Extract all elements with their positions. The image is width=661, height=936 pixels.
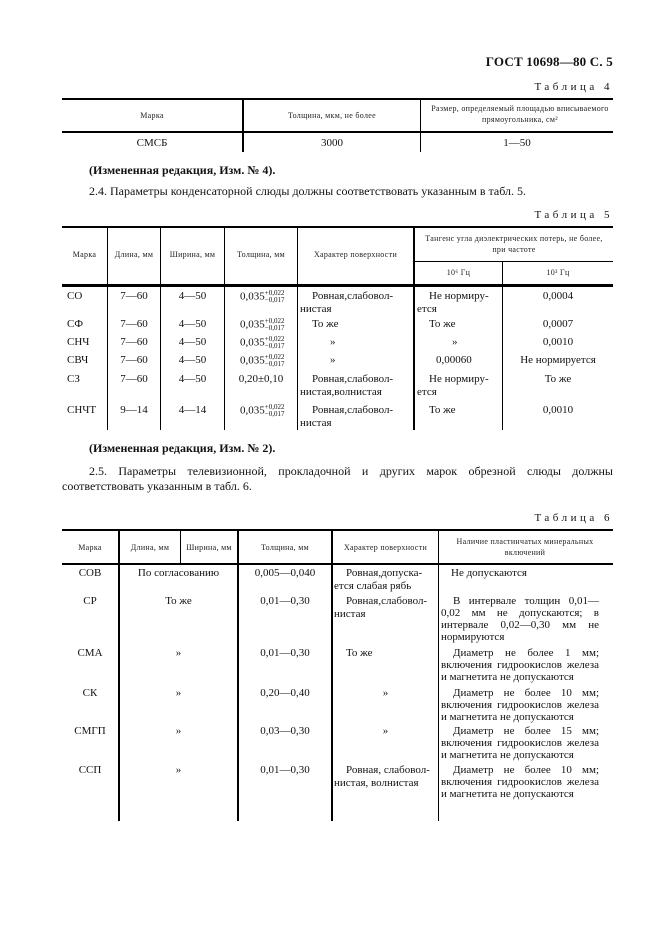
table5-caption: Таблица 5 — [534, 209, 613, 221]
table5-header-f1: 10⁶ Гц — [446, 268, 471, 277]
table6-header-inclusions: Наличие пластинчатых минеральных включений — [456, 537, 594, 557]
table5-header-f2: 10³ Гц — [546, 268, 570, 277]
table4-header-thickness: Толщина, мкм, не более — [288, 111, 376, 120]
table4-header-size: Размер, определяемый площадью вписываемого прямоугольника, см² — [431, 104, 609, 124]
table4-cell-thickness: 3000 — [321, 137, 343, 149]
table6-header-length: Длина, мм — [130, 543, 170, 552]
table4-caption: Таблица 4 — [534, 81, 613, 93]
amendment-note-4: (Измененная редакция, Изм. № 4). — [89, 163, 276, 177]
table4-header-marka: Марка — [140, 111, 164, 120]
table5-header-width: Ширина, мм — [169, 250, 216, 259]
amendment-note-2: (Измененная редакция, Изм. № 2). — [89, 441, 276, 455]
table5-header-surface: Характер поверхности — [313, 250, 398, 259]
table6-header-surface: Характер поверхности — [343, 543, 428, 552]
table6-caption: Таблица 6 — [534, 512, 613, 524]
table6-header-width: Ширина, мм — [186, 543, 232, 552]
table4-cell-size: 1—50 — [503, 137, 531, 149]
table5-header-tangent: Тангенс угла диэлектрических потерь, не более, при частоте — [425, 234, 603, 254]
paragraph-2-5: 2.5. Параметры телевизионной, прокладочной и других марок обрезной слюды должны соответствовать указанным в табл. 6. — [62, 464, 613, 493]
paragraph-2-4: 2.4. Параметры конденсаторной слюды должны соответствовать указанным в табл. 5. — [89, 184, 526, 198]
page-header: ГОСТ 10698—80 С. 5 — [485, 54, 613, 69]
table5-header-length: Длина, мм — [114, 250, 154, 259]
table4-cell-marka: СМСБ — [136, 137, 168, 149]
table5-header-marka: Марка — [72, 250, 97, 259]
table6-header-thickness: Толщина, мм — [261, 543, 309, 552]
table5-header-thickness: Толщина, мм — [237, 250, 285, 259]
table6-header-marka: Марка — [78, 543, 102, 552]
